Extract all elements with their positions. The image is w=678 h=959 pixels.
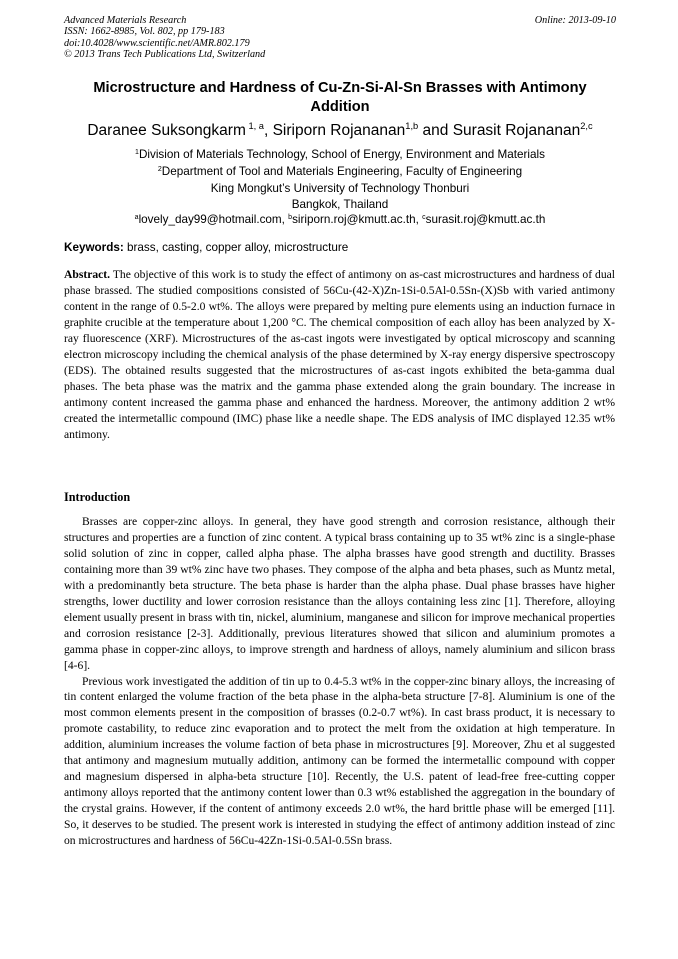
- abstract: [64, 267, 615, 442]
- email-link[interactable]: siriporn.roj@kmutt.ac.th,: [292, 212, 423, 226]
- keywords-text: brass, casting, copper alloy, microstructure: [123, 241, 349, 254]
- affiliation-1: $^1$Division of Materials Technology, School of Energy, Environment and Materials: [135, 148, 545, 161]
- abstract-label: Abstract.: [64, 268, 111, 281]
- intro-paragraph-2: Previous work investigated the addition of tin up to 0.4-5.3 wt% in the copper-zinc binary alloys, the increasing of tin content enlarged the volume fraction of the beta phase in the alpha-beta structure [7-8]. Aluminium is one of the most common elements present in the composition of brasses (0.2-0.7 wt%). In cast brass product, it is necessary to promote castability, to reduce zinc evaporation and to protect the melt from the oxidation at high temperature. In addition, aluminium increases the volume faction of beta phase in microstructures [9]. Moreover, Zhu et al suggested that antimony and magnesium mutually addition, antimony can be formed the intermetallic compound with copper and magnesium dispersed in alpha-beta structure [10]. Recently, the U.S. patent of lead-free free-cutting copper antimony alloys reported that the antimony content lower than 0.3 wt% established the aggregation in the boundary of the crystal grains. However, if the content of antimony exceeds 2.0 wt%, the hard brittle phase will be emerged [11]. So, it deserves to be studied. The present work is interested in studying the effect of antimony addition instead of zinc on microstructures and hardness of 56Cu-42Zn-1Si-0.5Al-0.5Sn brass.: [64, 674, 615, 848]
- author-affiliation-mark: 1,b: [405, 121, 419, 132]
- journal-name: Advanced Materials Research: [64, 15, 187, 26]
- journal-header: [64, 15, 616, 61]
- emails: $^a$lovely_day99@hotmail.com, $^b$siriporn.roj@kmutt.ac.th, $^c$surasit.roj@kmutt.ac.th: [134, 212, 546, 226]
- author-affiliation-mark: 1, a: [245, 121, 264, 132]
- introduction: [64, 514, 615, 849]
- intro-paragraph-1: Brasses are copper-zinc alloys. In general, they have good strength and corrosion resistance, although their structures and properties are a function of zinc content. A typical brass containing up to 35 wt% zinc is a single-phase solid solution of zinc in copper, called alpha phase. The alpha brasses have good strength and ductility. Brasses containing more than 39 wt% zinc have two phases. They compose of the alpha and beta phases, such as Muntz metal, with a predominantly beta structure. The beta phase is harder than the alpha phase. Dual phase brasses have higher strengths, lower ductility and lower corrosion resistance than the alloys containing less zinc [1]. Therefore, alloying element usually present in brass with tin, nickel, aluminium, manganese and silicon for improve mechanical properties and corrosion resistance [2-3]. Additionally, previous literatures showed that silicon and aluminium promotes a gamma phase in copper-zinc alloys, to improve strength and hardness of alloys, namely aluminium and silicon brass [4-6].: [64, 515, 615, 672]
- author-affiliation-mark: 2,c: [580, 121, 593, 132]
- introduction-heading: Introduction: [64, 490, 131, 504]
- paper-title: Microstructure and Hardness of Cu-Zn-Si-Al-Sn Brasses with Antimony Addition: [93, 80, 587, 115]
- author-list: [64, 121, 616, 142]
- affiliation-2: $^2$Department of Tool and Materials Engineering, Faculty of Engineering: [157, 165, 523, 179]
- email-link[interactable]: surasit.roj@kmutt.ac.th: [425, 212, 546, 226]
- email-link[interactable]: lovely_day99@hotmail.com,: [138, 212, 289, 226]
- author-name: and Surasit Rojananan: [418, 122, 581, 139]
- keywords-label: Keywords:: [64, 241, 124, 254]
- university: King Mongkut’s University of Technology Thonburi: [210, 182, 470, 196]
- online-date: Online: 2013-09-10: [534, 15, 616, 26]
- affiliations: [64, 147, 616, 229]
- author-name: , Siriporn Rojananan: [263, 122, 406, 139]
- author-name: Daranee Suksongkarm: [87, 122, 246, 139]
- doi: doi:10.4028/www.scientific.net/AMR.802.179: [64, 37, 250, 49]
- copyright: © 2013 Trans Tech Publications Ltd, Switzerland: [64, 49, 266, 61]
- keywords: [64, 240, 616, 255]
- city: Bangkok, Thailand: [291, 197, 389, 211]
- abstract-text: The objective of this work is to study the effect of antimony on as-cast microstructures and hardness of dual phase brassed. The studied compositions consisted of 56Cu-(42-X)Zn-1Si-0.5Al-0.5Sn-(X)Sb with varied antimony content in the range of 0.5-2.0 wt%. The alloys were prepared by melting pure elements using an induction furnace in graphite crucible at the temperature about 1,200 °C. The chemical composition of each alloy has been analyzed by X-ray fluorescence (XRF). Microstructures of the as-cast ingots were investigated by optical microscopy and scanning electron microscopy including the chemical analysis of the phase determined by X-ray energy dispersive spectroscopy (EDS). The obtained results suggested that the microstructures of as-cast ingots exhibited the beta-gamma dual phases. The beta phase was the matrix and the gamma phase extended along the grain boundary. The increase in antimony content increased the gamma phase and enhanced the hardness. Moreover, the antimony addition 2 wt% created the intermetallic compound (IMC) phase like a needle shape. The EDS analysis of IMC displayed 12.35 wt% antimony.: [64, 268, 615, 441]
- issn: ISSN: 1662-8985, Vol. 802, pp 179-183: [64, 26, 225, 38]
